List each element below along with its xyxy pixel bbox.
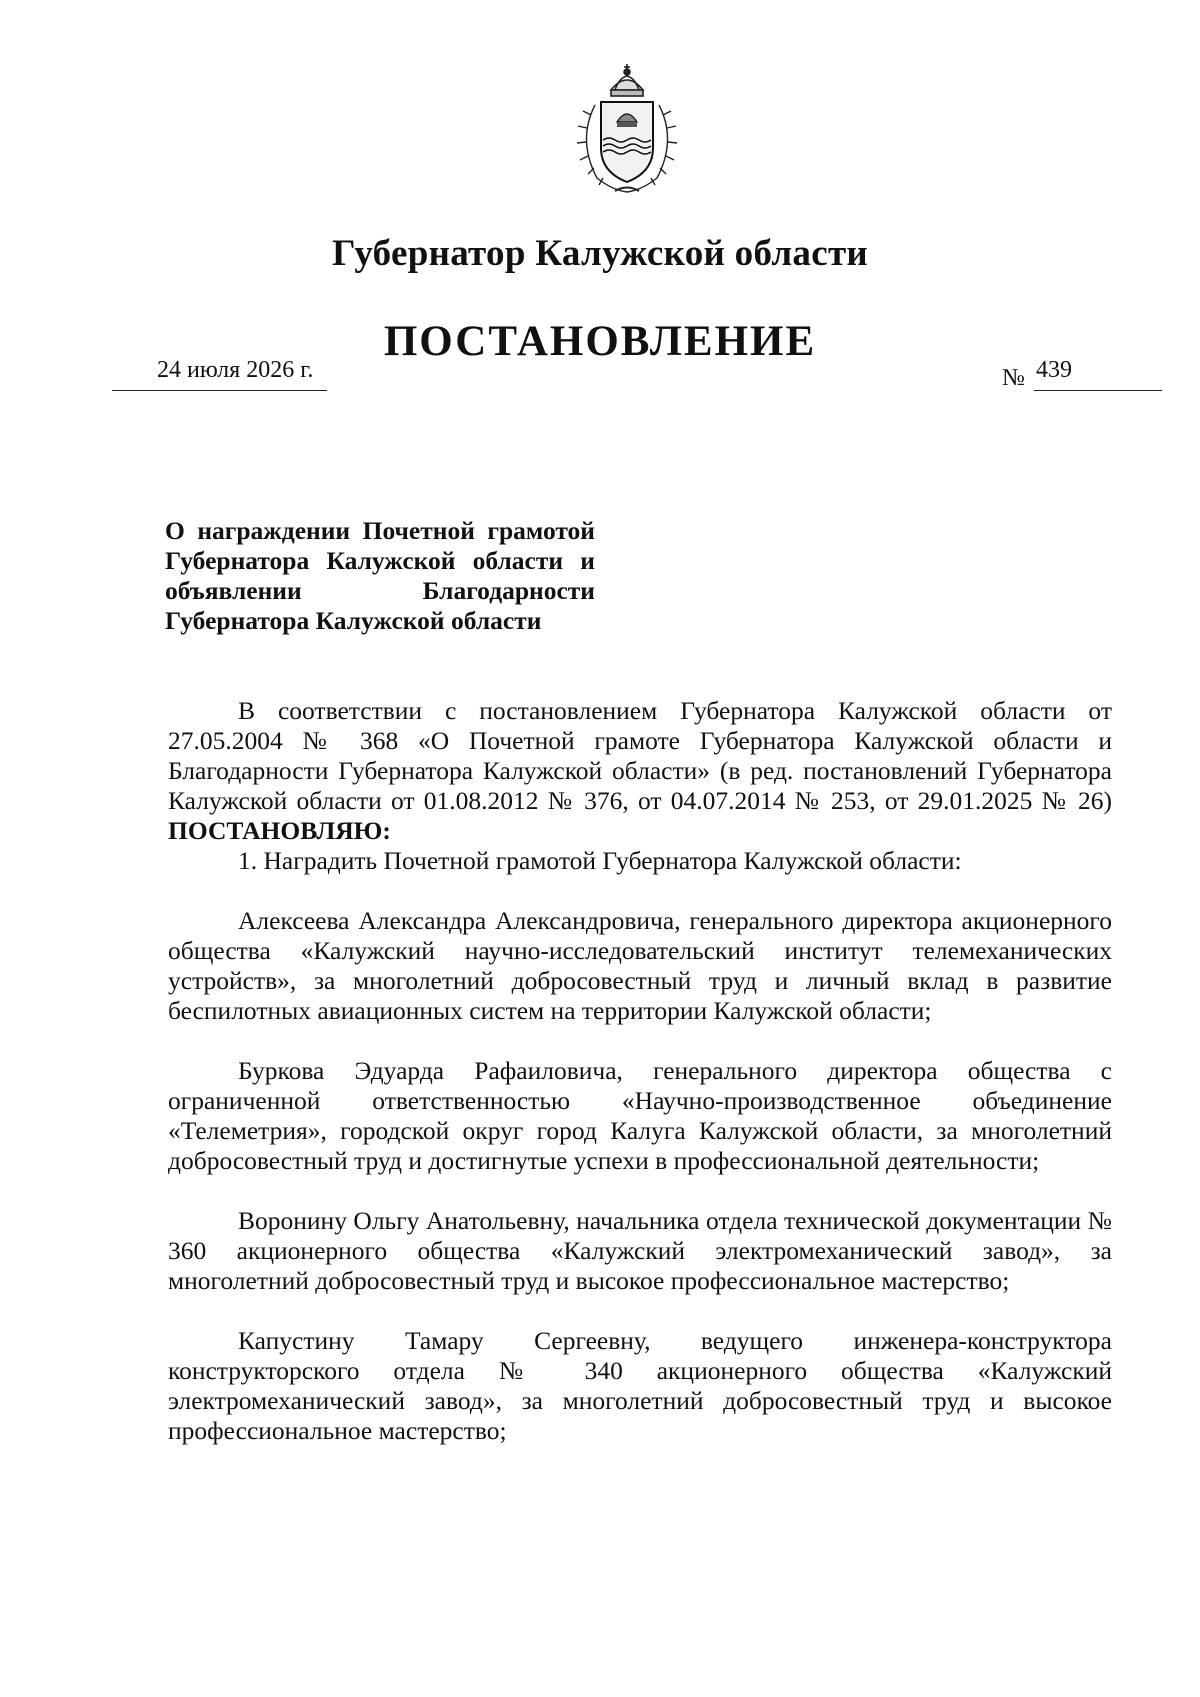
document-subject: О награждении Почетной грамотой Губернатора Калужской области и объявлении Благодарности Губернатора Калужской области (165, 516, 595, 635)
awardee-paragraph: Воронину Ольгу Анатольевну, начальника отдела технической документации № 360 акционерного общества «Калужский электромеханический завод», за многолетний добросовестный труд и высокое профессиональное мастерство; (168, 1206, 1112, 1295)
kaluga-coat-of-arms-icon (567, 60, 687, 198)
document-number: 439 (1036, 357, 1072, 383)
awardee-paragraph: Капустину Тамару Сергеевну, ведущего инженера-конструктора конструкторского отдела № 340 акционерного общества «Калужский электромеханический завод», за многолетний добросовестный труд и высокое профессиональное мастерство; (168, 1326, 1112, 1445)
award-item-1: 1. Наградить Почетной грамотой Губернатора Калужской области: (238, 846, 962, 875)
document-body (168, 696, 1112, 1446)
awardee-paragraph: Алексеева Александра Александровича, генерального директора акционерного общества «Калужский научно-исследовательский институт телемеханических устройств», за многолетний добросовестный труд и личный вклад в развитие беспилотных авиационных систем на территории Калужской области; (168, 906, 1112, 1025)
document-date-field (112, 357, 332, 397)
awardee-paragraph: Буркова Эдуарда Рафаиловича, генерального директора общества с ограниченной ответственностью «Научно-производственное объединение «Телеметрия», городской округ город Калуга Калужской области, за многолетний добросовестный труд и достигнутые успехи в профессиональной деятельности; (168, 1056, 1112, 1175)
document-number-field (1002, 357, 1162, 397)
number-underline (1034, 390, 1162, 391)
intro-paragraph (168, 696, 1112, 846)
document-date: 24 июля 2026 г. (157, 357, 314, 383)
document-type-title: ПОСТАНОВЛЕНИЕ (383, 318, 817, 365)
date-underline (112, 390, 327, 391)
decree-word: ПОСТАНОВЛЯЮ: (168, 816, 391, 845)
intro-text: В соответствии с постановлением Губернатора Калужской области от 27.05.2004 № 368 «О Почетной грамоте Губернатора Калужской области и Благодарности Губернатора Калужской области» (в ред. постановлений Губернатора Калужской области от 01.08.2012 № 376, от 04.07.2014 № 253, от 29.01.2025 № 26) (168, 696, 1112, 815)
issuing-authority: Губернатор Калужской области (331, 233, 869, 274)
number-sign: № (1002, 365, 1025, 391)
